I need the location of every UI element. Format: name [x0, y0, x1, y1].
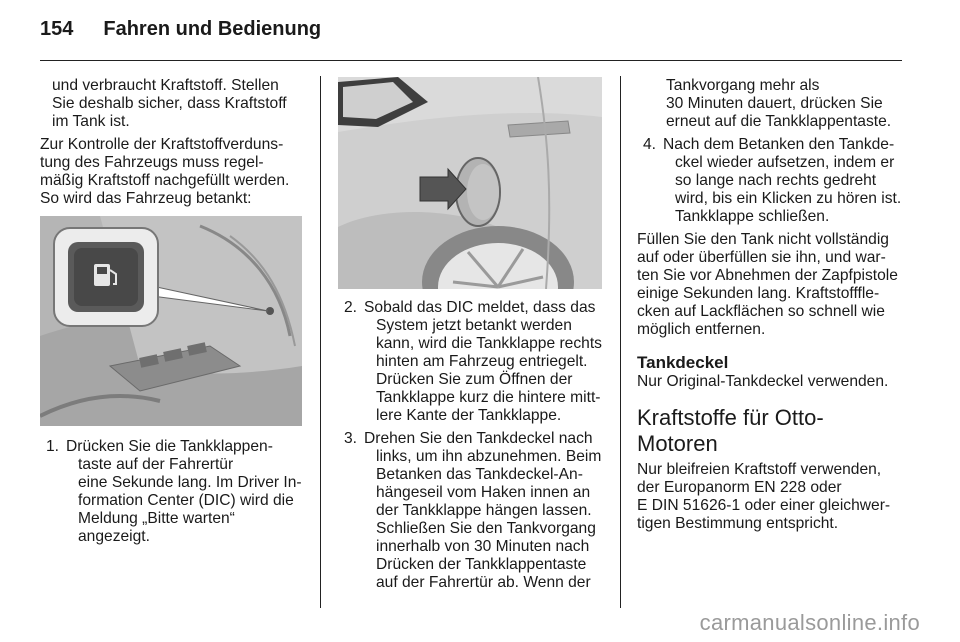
column-divider-2	[620, 76, 621, 608]
step-text: Drehen Sie den Tankdeckel nach links, um ihn abzunehmen. Beim Betanken das Tankdeckel-An- hängeseil vom Haken innen an der Tankklappe hängen lassen. Schließen Sie den Tankvorgang innerhalb von 30 Minuten nach Drücken der Tankklappentaste auf der Fahrertür ab. Wenn der	[364, 430, 602, 591]
column-divider-1	[320, 76, 321, 608]
step-3-continued: Tankvorgang mehr als 30 Minuten dauert, drücken Sie erneut auf die Tankklappentaste.	[666, 77, 892, 130]
column-2	[338, 77, 606, 592]
step-1	[40, 438, 302, 546]
column-1	[40, 77, 302, 546]
page-header	[40, 18, 321, 48]
paragraph-kontrolle: Zur Kontrolle der Kraftstoffverduns- tung des Fahrzeugs muss regel- mäßig Kraftstoff nachgefüllt werden. So wird das Fahrzeug betankt:	[40, 136, 290, 207]
page-number: 154	[40, 18, 74, 40]
heading-kraftstoffe: Kraftstoffe für Otto- Motoren	[637, 405, 824, 456]
step-text: Nach dem Betanken den Tankde- ckel wieder aufsetzen, indem er so lange nach rechts gedreht wird, bis ein Klicken zu hören ist. Tankklappe schließen.	[663, 136, 902, 225]
paragraph-fill-warning: Füllen Sie den Tank nicht vollständig auf oder überfüllen sie ihn, und war- ten Sie vor Abnehmen der Zapfpistole einige Sekunden lang. Kraftstofffle- cken auf Lackflächen so schnell wie möglich entfernen.	[637, 231, 898, 338]
step-3	[338, 430, 606, 592]
paragraph-tankdeckel: Nur Original-Tankdeckel verwenden.	[637, 373, 889, 390]
step-number: 4.	[643, 136, 657, 153]
header-rule	[40, 60, 902, 61]
step-number: 1.	[46, 438, 60, 455]
heading-tankdeckel: Tankdeckel	[637, 353, 729, 372]
door-fuel-button-illustration	[40, 216, 302, 426]
paragraph-kraftstoffe: Nur bleifreien Kraftstoff verwenden, der Europanorm EN 228 oder E DIN 51626-1 oder einer gleichwer- tigen Bestimmung entspricht.	[637, 461, 891, 532]
step-text: Sobald das DIC meldet, dass das System jetzt betankt werden kann, wird die Tankklappe rechts hinten am Fahrzeug entriegelt. Drücken Sie zum Öffnen der Tankklappe kurz die hintere mitt- lere Kante der Tankklappe.	[364, 299, 602, 424]
step-number: 3.	[344, 430, 358, 447]
page-title: Fahren und Bedienung	[103, 18, 322, 40]
paragraph-continued: und verbraucht Kraftstoff. Stellen Sie deshalb sicher, dass Kraftstoff im Tank ist.	[52, 77, 287, 130]
step-number: 2.	[344, 299, 358, 316]
fuel-door-illustration	[338, 77, 602, 289]
step-text: Drücken Sie die Tankklappen- taste auf der Fahrertür eine Sekunde lang. Im Driver In- formation Center (DIC) wird die Meldung „Bitte warten“ angezeigt.	[66, 438, 302, 545]
step-2	[338, 299, 606, 425]
step-4	[637, 136, 903, 226]
column-3	[637, 77, 903, 533]
watermark: carmanualsonline.info	[699, 610, 920, 635]
